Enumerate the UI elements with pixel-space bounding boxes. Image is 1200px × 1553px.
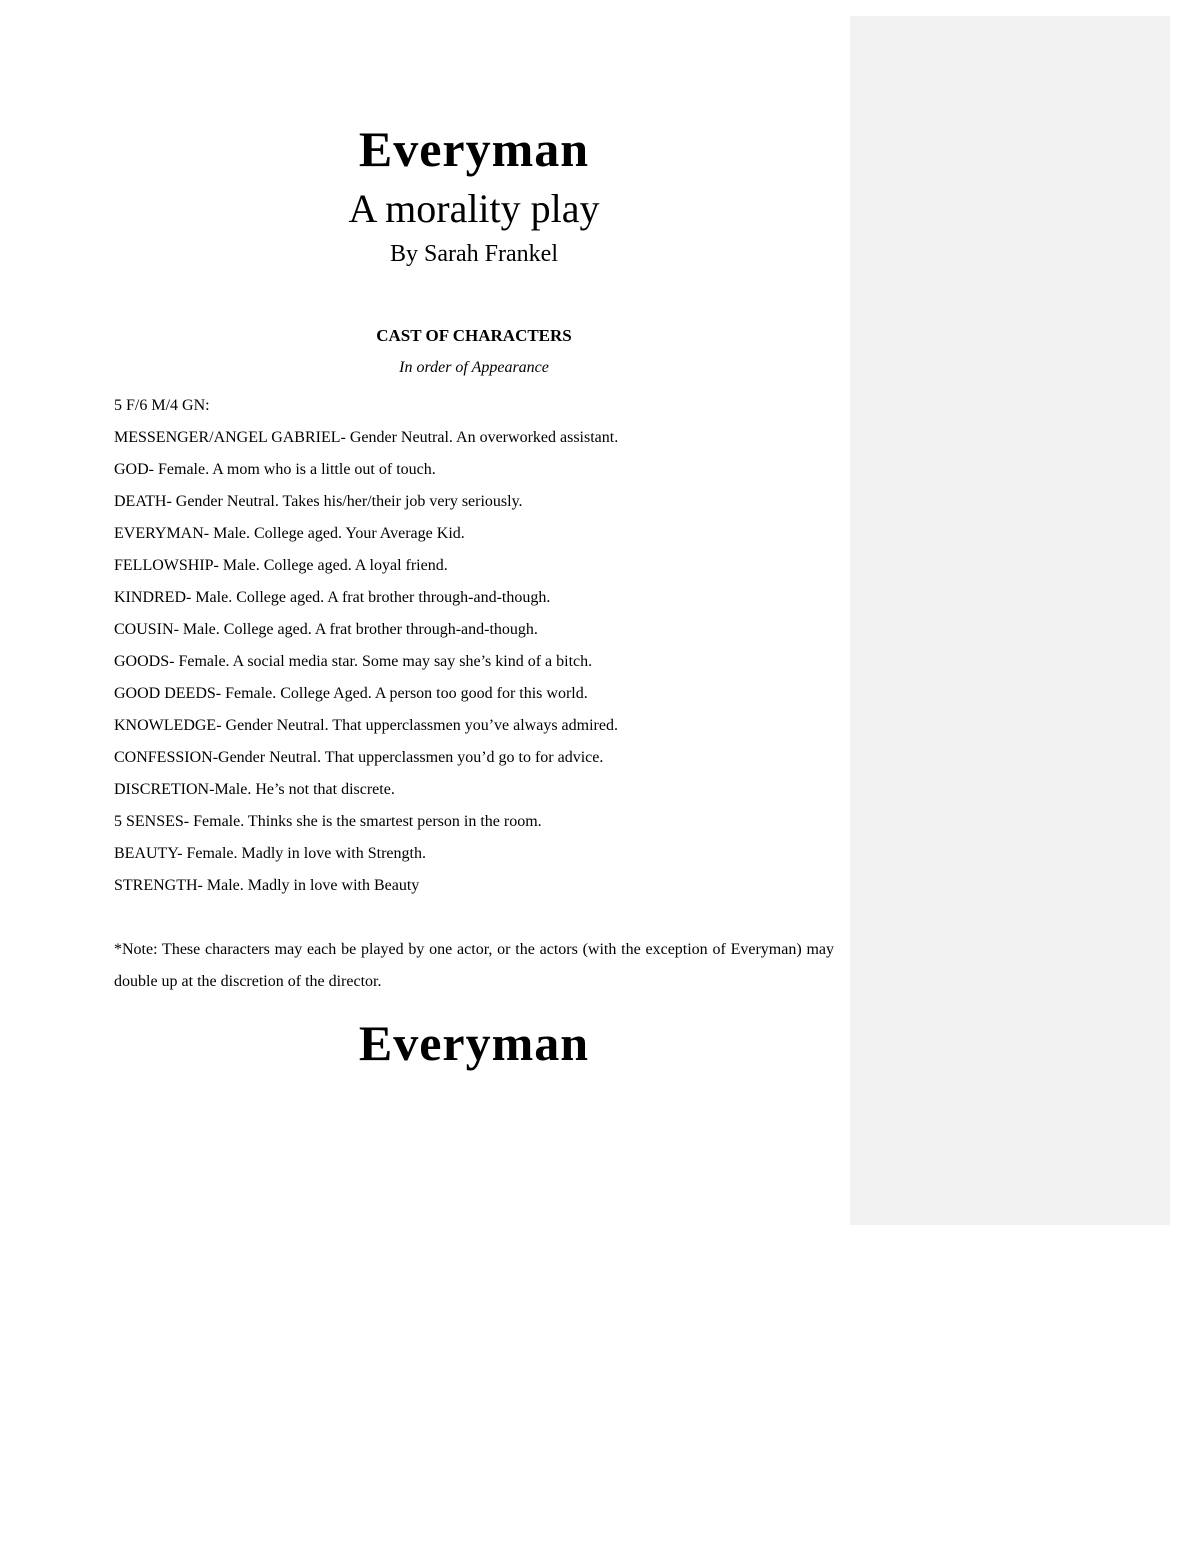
cast-item: GOODS- Female. A social media star. Some may say she’s kind of a bitch. xyxy=(114,653,593,670)
play-subtitle: A morality play xyxy=(348,186,600,231)
cast-item: KINDRED- Male. College aged. A frat brother through-and-though. xyxy=(114,589,551,606)
play-title: Everyman xyxy=(358,121,590,177)
cast-item: DEATH- Gender Neutral. Takes his/her/their job very seriously. xyxy=(114,493,523,510)
play-title-repeat: Everyman xyxy=(358,1015,590,1071)
cast-item: MESSENGER/ANGEL GABRIEL- Gender Neutral. An overworked assistant. xyxy=(114,429,619,446)
cast-list xyxy=(114,422,834,902)
cast-item: GOOD DEEDS- Female. College Aged. A person too good for this world. xyxy=(114,685,588,702)
document-page xyxy=(114,116,834,1076)
comment-pane xyxy=(850,16,1170,1225)
cast-item: STRENGTH- Male. Madly in love with Beauty xyxy=(114,877,420,894)
cast-item: KNOWLEDGE- Gender Neutral. That upperclassmen you’ve always admired. xyxy=(114,717,618,734)
cast-counts: 5 F/6 M/4 GN: xyxy=(114,397,210,414)
cast-item: FELLOWSHIP- Male. College aged. A loyal friend. xyxy=(114,557,448,574)
cast-item: EVERYMAN- Male. College aged. Your Average Kid. xyxy=(114,525,465,542)
cast-item: 5 SENSES- Female. Thinks she is the smartest person in the room. xyxy=(114,813,542,830)
cast-item: GOD- Female. A mom who is a little out of touch. xyxy=(114,461,436,478)
cast-item: BEAUTY- Female. Madly in love with Strength. xyxy=(114,845,426,862)
cast-item: CONFESSION-Gender Neutral. That upperclassmen you’d go to for advice. xyxy=(114,749,604,766)
cast-item: COUSIN- Male. College aged. A frat brother through-and-though. xyxy=(114,621,538,638)
cast-subheading: In order of Appearance xyxy=(399,359,549,376)
casting-note: *Note: These characters may each be played by one actor, or the actors (with the exception of Everyman) may double up at the discretion of the director. xyxy=(114,941,834,990)
author-byline: By Sarah Frankel xyxy=(390,241,558,267)
cast-item: DISCRETION-Male. He’s not that discrete. xyxy=(114,781,395,798)
cast-heading: CAST OF CHARACTERS xyxy=(376,326,572,345)
